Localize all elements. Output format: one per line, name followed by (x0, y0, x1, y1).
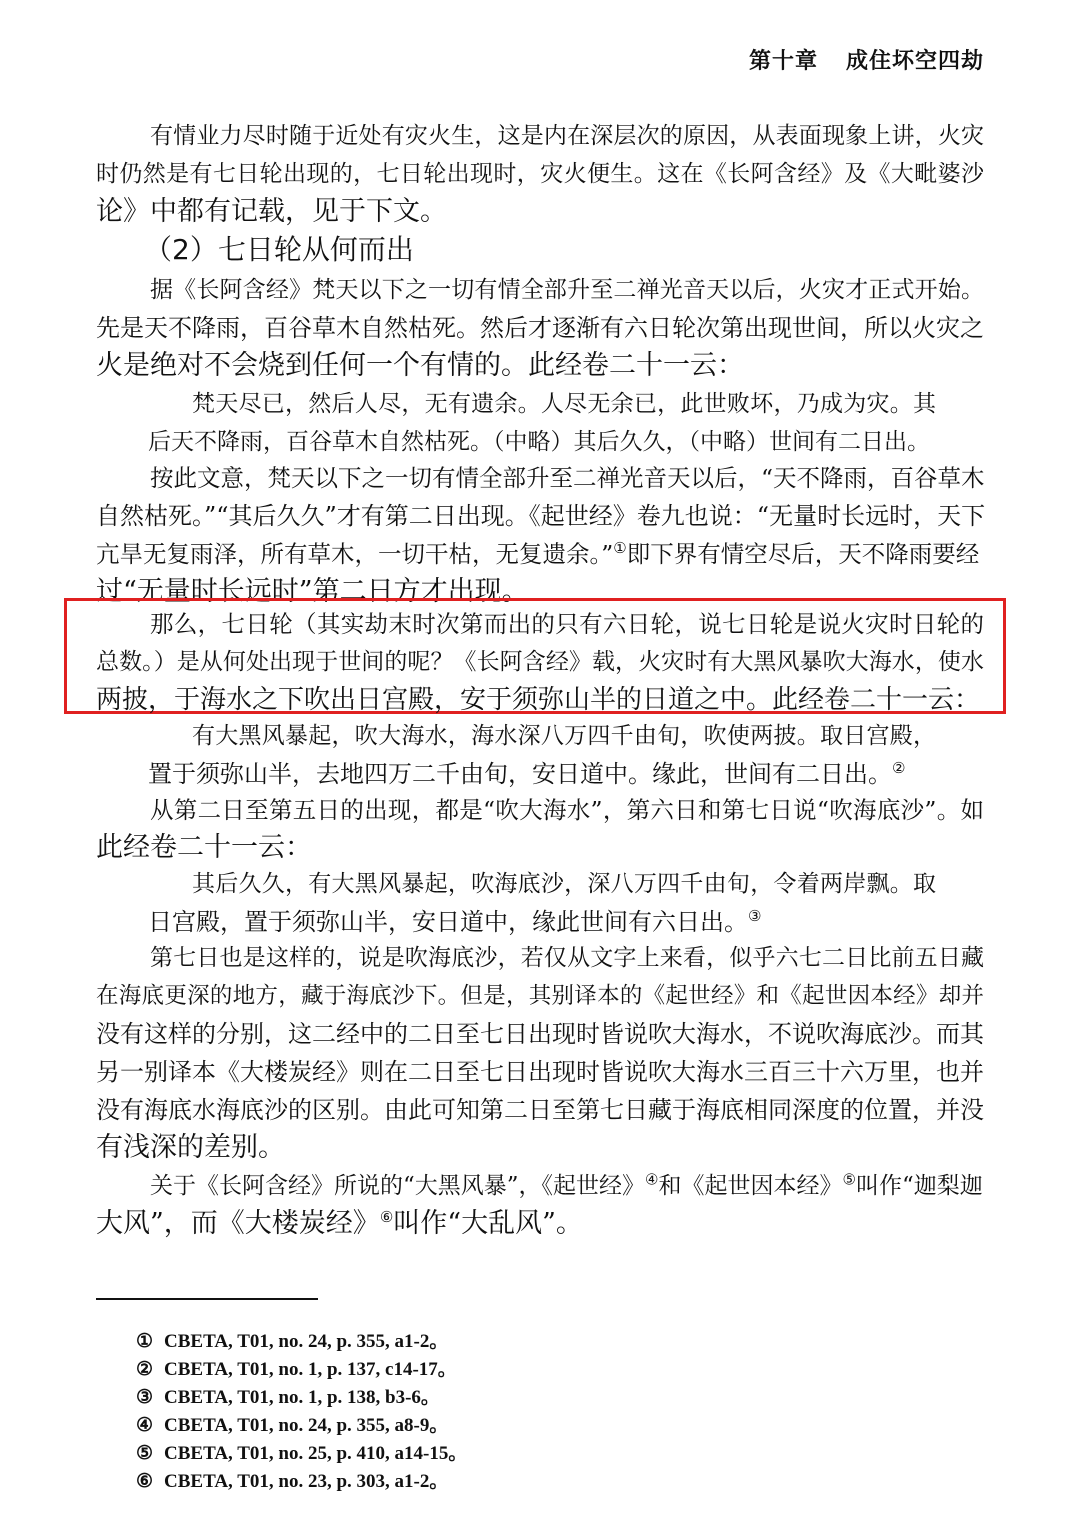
paragraph-text: 和《起世因本经》 (658, 1173, 843, 1199)
footnote-ref-1[interactable]: ① (613, 539, 627, 558)
footnote-text: CBETA, T01, no. 1, p. 138, b3-6。 (164, 1387, 440, 1408)
footnote-text: CBETA, T01, no. 25, p. 410, a14-15。 (164, 1443, 468, 1464)
paragraph-line: 火是绝对不会烧到任何一个有情的。此经卷二十一云： (96, 350, 744, 381)
footnote-ref-4[interactable]: ④ (645, 1170, 659, 1189)
paragraph-line: 第七日也是这样的，说是吹海底沙，若仅从文字上来看，似乎六七二日比前五日藏 (150, 945, 984, 971)
footnote-item (136, 1386, 440, 1410)
paragraph-line: 过“无量时长远时”第二日方才出现。 (96, 576, 529, 607)
paragraph-line: 另一别译本《大楼炭经》则在二日至七日出现时皆说吹大海水三百三十六万里，也并 (96, 1058, 984, 1086)
chapter-title: 成住坏空四劫 (845, 49, 984, 74)
paragraph-text: 叫作“大乱风”。 (393, 1208, 583, 1239)
paragraph-text: 叫作“迦梨迦 (855, 1173, 983, 1199)
footnote-text: CBETA, T01, no. 1, p. 137, c14-17。 (164, 1359, 457, 1380)
footnote-item (136, 1330, 448, 1354)
quote-text: 置于须弥山半，去地四万二千由旬，安日道中。缘此，世间有二日出。 (148, 760, 892, 788)
footnote-mark: ② (136, 1359, 154, 1380)
footnote-mark: ④ (136, 1415, 154, 1436)
paragraph-line: 时仍然是有七日轮出现的，七日轮出现时，灾火便生。这在《长阿含经》及《大毗婆沙 (96, 161, 984, 187)
footnote-text: CBETA, T01, no. 24, p. 355, a1-2。 (164, 1331, 449, 1352)
paragraph-line: 据《长阿含经》梵天以下之一切有情全部升至二禅光音天以后，火灾才正式开始。 (150, 277, 984, 303)
paragraph-line: 在海底更深的地方，藏于海底沙下。但是，其别译本的《起世经》和《起世因本经》却并 (96, 983, 984, 1009)
paragraph-line: 那么，七日轮（其实劫末时次第而出的只有六日轮，说七日轮是说火灾时日轮的 (150, 610, 984, 638)
paragraph-line (96, 1168, 984, 1204)
footnote-ref-3[interactable]: ③ (748, 907, 762, 925)
footnote-ref-5[interactable]: ⑤ (842, 1170, 856, 1189)
footnote-mark: ⑤ (136, 1443, 154, 1464)
footnote-item (136, 1470, 448, 1494)
quote-line (148, 756, 940, 792)
footnote-text: CBETA, T01, no. 23, p. 303, a1-2。 (164, 1471, 449, 1492)
paragraph-line (96, 536, 984, 572)
chapter-number: 第十章 (748, 49, 818, 74)
footnote-ref-2[interactable]: ② (892, 759, 906, 777)
footnote-mark: ⑥ (136, 1471, 154, 1492)
footnote-mark: ① (136, 1331, 154, 1352)
quote-line (148, 904, 940, 940)
quote-text: 日宫殿，置于须弥山半，安日道中，缘此世间有六日出。 (148, 908, 748, 936)
quote-line: 其后久久，有大黑风暴起，吹海底沙，深八万四千由旬，令着两岸飘。取 (192, 871, 936, 897)
paragraph-line: 总数。）是从何处出现于世间的呢？《长阿含经》载，火灾时有大黑风暴吹大海水，使水 (96, 649, 984, 675)
footnote-ref-6[interactable]: ⑥ (379, 1208, 394, 1226)
quote-line: 后天不降雨，百谷草木自然枯死。（中略）其后久久，（中略）世间有二日出。 (148, 429, 930, 455)
paragraph-line: 先是天不降雨，百谷草木自然枯死。然后才逐渐有六日轮次第出现世间，所以火灾之 (96, 314, 984, 342)
paragraph-line: 有浅深的差别。 (96, 1132, 285, 1163)
paragraph-text: 关于《长阿含经》所说的“大黑风暴”，《起世经》 (150, 1173, 646, 1199)
paragraph-line: 有情业力尽时随于近处有灾火生，这是内在深层次的原因，从表面现象上讲，火灾 (150, 123, 984, 149)
paragraph-line (96, 1206, 984, 1242)
paragraph-line: 没有海底水海底沙的区别。由此可知第二日至第七日藏于海底相同深度的位置，并没 (96, 1096, 984, 1124)
section-subheading: （2）七日轮从何而出 (144, 233, 414, 266)
paragraph-line: 论》中都有记载，见于下文。 (96, 196, 447, 227)
paragraph-line: 两披，于海水之下吹出日宫殿，安于须弥山半的日道之中。此经卷二十一云： (96, 685, 981, 715)
paragraph-line: 此经卷二十一云： (96, 832, 312, 863)
paragraph-text: 亢旱无复雨泽，所有草木，一切干枯，无复遗余。” (96, 540, 614, 568)
footnote-item (136, 1442, 467, 1466)
paragraph-line: 按此文意，梵天以下之一切有情全部升至二禅光音天以后，“天不降雨，百谷草木 (150, 464, 985, 492)
footnote-mark: ③ (136, 1387, 154, 1408)
paragraph-line: 从第二日至第五日的出现，都是“吹大海水”，第六日和第七日说“吹海底沙”。如 (150, 796, 984, 824)
footnote-item (136, 1414, 448, 1438)
footnote-item (136, 1358, 457, 1382)
paragraph-line: 没有这样的分别，这二经中的二日至七日出现时皆说吹大海水，不说吹海底沙。而其 (96, 1020, 984, 1048)
paragraph-text: 大风”，而《大楼炭经》 (96, 1208, 380, 1239)
footnote-divider (96, 1298, 318, 1300)
footnote-text: CBETA, T01, no. 24, p. 355, a8-9。 (164, 1415, 449, 1436)
running-header (749, 44, 984, 75)
paragraph-line: 自然枯死。”“其后久久”才有第二日出现。《起世经》卷九也说：“无量时长远时，天下 (96, 502, 986, 530)
paragraph-text: 即下界有情空尽后，天不降雨要经 (626, 540, 980, 568)
quote-line: 梵天尽已，然后人尽，无有遗余。人尽无余已，此世败坏，乃成为灾。其 (192, 391, 936, 417)
quote-line: 有大黑风暴起，吹大海水，海水深八万四千由旬，吹使两披。取日宫殿， (192, 723, 936, 749)
